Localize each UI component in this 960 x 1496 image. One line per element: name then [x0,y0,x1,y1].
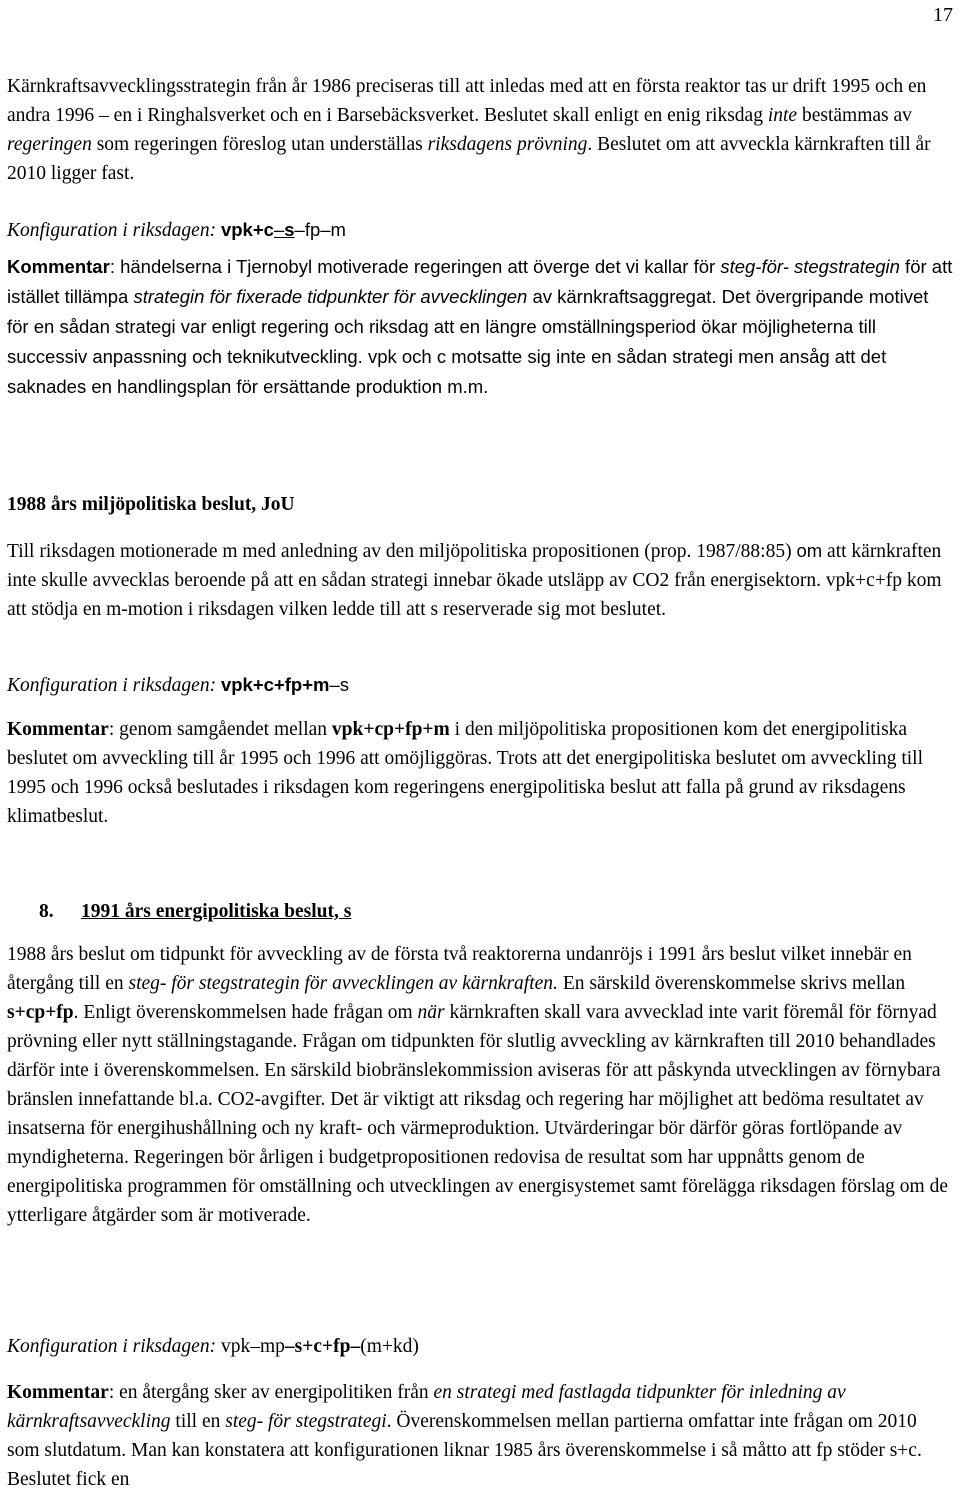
configuration-line-2: Konfiguration i riksdagen: vpk+c+fp+m–s [7,674,350,696]
paragraph-1988: Till riksdagen motionerade m med anledning av den miljöpolitiska propositionen (prop. 1987/88:85) om att kärnkraften inte skulle avvecklas beroende på att en sådan strategi innebar ökade utsläpp av CO2 från energisektorn. vpk+c+fp kom att stödja en m-motion i riksdagen vilken ledde till att s reserverade sig mot beslutet. [7,540,942,620]
comment-paragraph-2: Kommentar: genom samgåendet mellan vpk+cp+fp+m i den miljöpolitiska propositionen kom det energipolitiska beslutet om avveckling till år 1995 och 1996 att omöjliggöras. Trots att det energipolitiska beslutet om avveckling till 1995 och 1996 också beslutades i riksdagen kom regeringens energipolitiska beslut att falla på grund av riksdagens klimatbeslut. [7,719,924,827]
paragraph-1991: 1988 års beslut om tidpunkt för avveckling av de första två reaktorerna undanröjs i 1991 års beslut vilket innebär en återgång till en steg- för stegstrategin för avvecklingen av kärnkraften. En särskild överenskommelse skrivs mellan s+cp+fp. Enligt överenskommelsen hade frågan om när kärnkraften skall vara avvecklad inte varit föremål för förnyad prövning eller nytt ställningstagande. Frågan om tidpunkten för slutlig avveckling av kärnkraften till 2010 behandlades därför inte i överenskommelsen. En särskild biobränslekommission aviseras för att påskynda utvecklingen av förnybara bränslen innefattande bl.a. CO2-avgifter. Det är viktigt att riksdag och regering har möjlighet att bedöma resultatet av insatserna för energihushållning och ny kraft- och värmeproduktion. Utvärderingar bör därför göras fortlöpande av myndigheterna. Regeringen bör årligen i budgetpropositionen redovisa de resultat som har uppnåtts genom de energipolitiska programmen för omställning och utvecklingen av energisystemet samt förelägga riksdagen förslag om de ytterligare åtgärder som är motiverade. [7,944,948,1226]
comment-paragraph-3: Kommentar: en återgång sker av energipolitiken från en strategi med fastlagda tidpunkter för inledning av kärnkraftsavveckling till en steg- för stegstrategi. Överenskommelsen mellan partierna omfattar inte frågan om 2010 som slutdatum. Man kan konstatera att konfigurationen liknar 1985 års överenskommelse i så måtto att fp stöder s+c. Beslutet fick en [7,1382,922,1490]
section-heading-1991 [39,897,351,926]
section-title: 1991 års energipolitiska beslut, s [81,901,352,922]
section-heading-1988: 1988 års miljöpolitiska beslut, JoU [7,494,295,515]
configuration-line-3: Konfiguration i riksdagen: vpk–mp–s+c+fp–(m+kd) [7,1336,419,1357]
configuration-line-1: Konfiguration i riksdagen: vpk+c–s–fp–m [7,219,346,241]
page-number: 17 [933,4,953,26]
intro-paragraph: Kärnkraftsavvecklingsstrategin från år 1986 preciseras till att inledas med att en första reaktor tas ur drift 1995 och en andra 1996 – en i Ringhalsverket och en i Barsebäcksverket. Beslutet skall enligt en enig riksdag inte bestämmas av regeringen som regeringen föreslog utan underställas riksdagens prövning. Beslutet om att avveckla kärnkraften till år 2010 ligger fast. [7,76,931,184]
section-number: 8. [39,901,54,922]
comment-paragraph-1: Kommentar: händelserna i Tjernobyl motiverade regeringen att överge det vi kallar för steg-för- stegstrategin för att istället tillämpa strategin för fixerade tidpunkter för avvecklingen av kärnkraftsaggregat. Det övergripande motivet för en sådan strategi var enligt regering och riksdag att en längre omställningsperiod ökar möjligheterna till successiv anpassning och teknikutveckling. vpk och c motsatte sig inte en sådan strategi men ansåg att det saknades en handlingsplan för ersättande produktion m.m. [7,256,953,397]
